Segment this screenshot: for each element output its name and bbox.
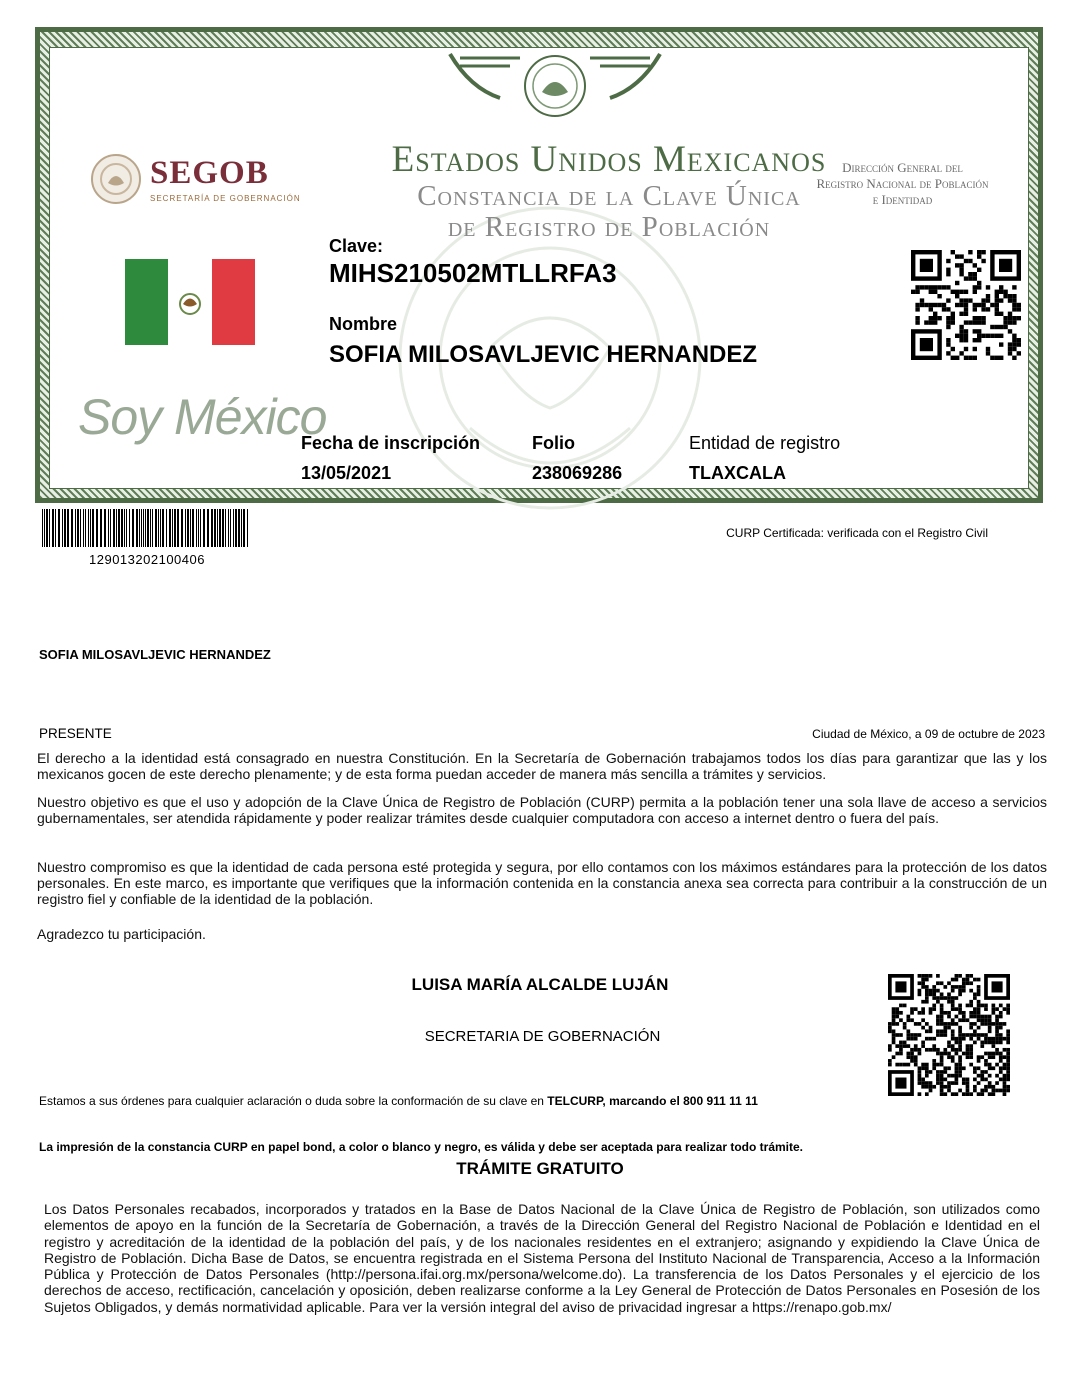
clave-value: MIHS210502MTLLRFA3 [329, 258, 617, 288]
folio-value: 238069286 [532, 463, 623, 483]
fecha-inscripcion-value: 13/05/2021 [301, 463, 392, 483]
letter-addressee: SOFIA MILOSAVLJEVIC HERNANDEZ [39, 647, 271, 662]
certificate-paper [49, 47, 1029, 489]
curp-certificate-card [35, 27, 1043, 503]
signer-title: SECRETARIA DE GOBERNACIÓN [424, 1028, 661, 1045]
privacy-notice: Los Datos Personales recabados, incorporados y tratados en la Base de Datos Nacional de la Clave Única de Registro de Población, son utilizados como elementos de apoyo en la función de la Secretaría de Gobernación, a través de la Dirección General del Registro Nacional de Población e Identidad en el registro y acreditación de la identidad de la población del país, y de los nacionales residentes en el extranjero; asignando y expidiendo la Clave Única de Registro de Población. Dicha Base de Datos, se encuentra registrada en el Sistema Persona del Instituto Nacional de Transparencia, Acceso a la Información Pública y Protección de Datos Personales (http://persona.ifai.org.mx/persona/welcome.do). La transferencia de los Datos Personales y el ejercicio de los derechos de acceso, rectificación, cancelación y oposición, deben realizarse conforme a la Ley General de Protección de Datos Personales en Posesión de los Sujetos Obligados, y demás normatividad aplicable. Para ver la versión integral del aviso de privacidad ingresar a https://renapo.gob.mx/ [44, 1201, 1040, 1315]
signer-name: LUISA MARÍA ALCALDE LUJÁN [411, 975, 669, 994]
header-registro-poblacion: de Registro de Población [447, 211, 771, 243]
clave-label: Clave: [329, 236, 384, 256]
mexican-flag-icon [125, 259, 255, 345]
dgrnp-line: e Identidad [872, 192, 933, 207]
barcode-icon [42, 509, 252, 547]
entidad-registro-value: TLAXCALA [689, 463, 786, 483]
place-date: Ciudad de México, a 09 de octubre de 2023 [812, 727, 1045, 741]
folio-label: Folio [532, 433, 575, 453]
certification-note: CURP Certificada: verificada con el Registro Civil [726, 526, 988, 540]
card-qr-code-icon [911, 250, 1021, 360]
dgrnp-line: Registro Nacional de Población [816, 176, 989, 191]
letter-paragraph: Nuestro objetivo es que el uso y adopción de la Clave Única de Registro de Población (CURP) permita a la población tener una sola llave de acceso a servicios gubernamentales, ser atendida rápidamente y poder realizar trámites desde cualquier computadora con acceso a internet dentro o fuera del país. [37, 794, 1047, 826]
letter-paragraph: El derecho a la identidad está consagrado en nuestra Constitución. En la Secretaría de Gobernación trabajamos todos los días para garantizar que las y los mexicanos gocen de este derecho plenamente; y de esta forma puedan acceder de manera más sencilla a trámites y servicios. [37, 750, 1047, 782]
nombre-value: SOFIA MILOSAVLJEVIC HERNANDEZ [329, 341, 758, 368]
barcode-number: 129013202100406 [89, 552, 205, 567]
segob-subtitle: SECRETARÍA DE GOBERNACIÓN [150, 194, 301, 203]
dgrnp-line: Dirección General del [842, 160, 963, 175]
eagle-seal-icon [440, 48, 670, 122]
tramite-gratuito: TRÁMITE GRATUITO [456, 1159, 624, 1178]
validity-note: La impresión de la constancia CURP en papel bond, a color o blanco y negro, es válida y debe ser aceptada para realizar todo trámite. [39, 1140, 804, 1154]
letter-paragraph: Nuestro compromiso es que la identidad de cada persona esté protegida y segura, por ello contamos con los máximos estándares para la protección de los datos personales. En este marco, es importante que verifiques que la información contenida en la constancia anexa sea correcta para contribuir a la construcción de un registro fiel y confiable de la identidad de la población. [37, 859, 1047, 907]
header-constancia: Constancia de la Clave Única [417, 180, 801, 212]
segob-name: SEGOB [150, 155, 269, 191]
fecha-inscripcion-label: Fecha de inscripción [301, 433, 481, 453]
letter-closing: Agradezco tu participación. [37, 926, 206, 942]
contact-note [39, 1094, 758, 1108]
soy-mexico-slogan: Soy México [78, 389, 327, 445]
signature-qr-code-icon [888, 974, 1010, 1096]
telcurp-phone: TELCURP, marcando el 800 911 11 11 [547, 1094, 758, 1108]
contact-text: Estamos a sus órdenes para cualquier aclaración o duda sobre la conformación de su clave en [39, 1094, 548, 1108]
presente-label: PRESENTE [39, 726, 112, 741]
national-seal-header [440, 48, 670, 122]
header-estados-unidos-mexicanos: Estados Unidos Mexicanos [391, 139, 827, 180]
nombre-label: Nombre [329, 314, 398, 334]
entidad-registro-label: Entidad de registro [689, 433, 841, 453]
dgrnp-label [795, 160, 1010, 208]
